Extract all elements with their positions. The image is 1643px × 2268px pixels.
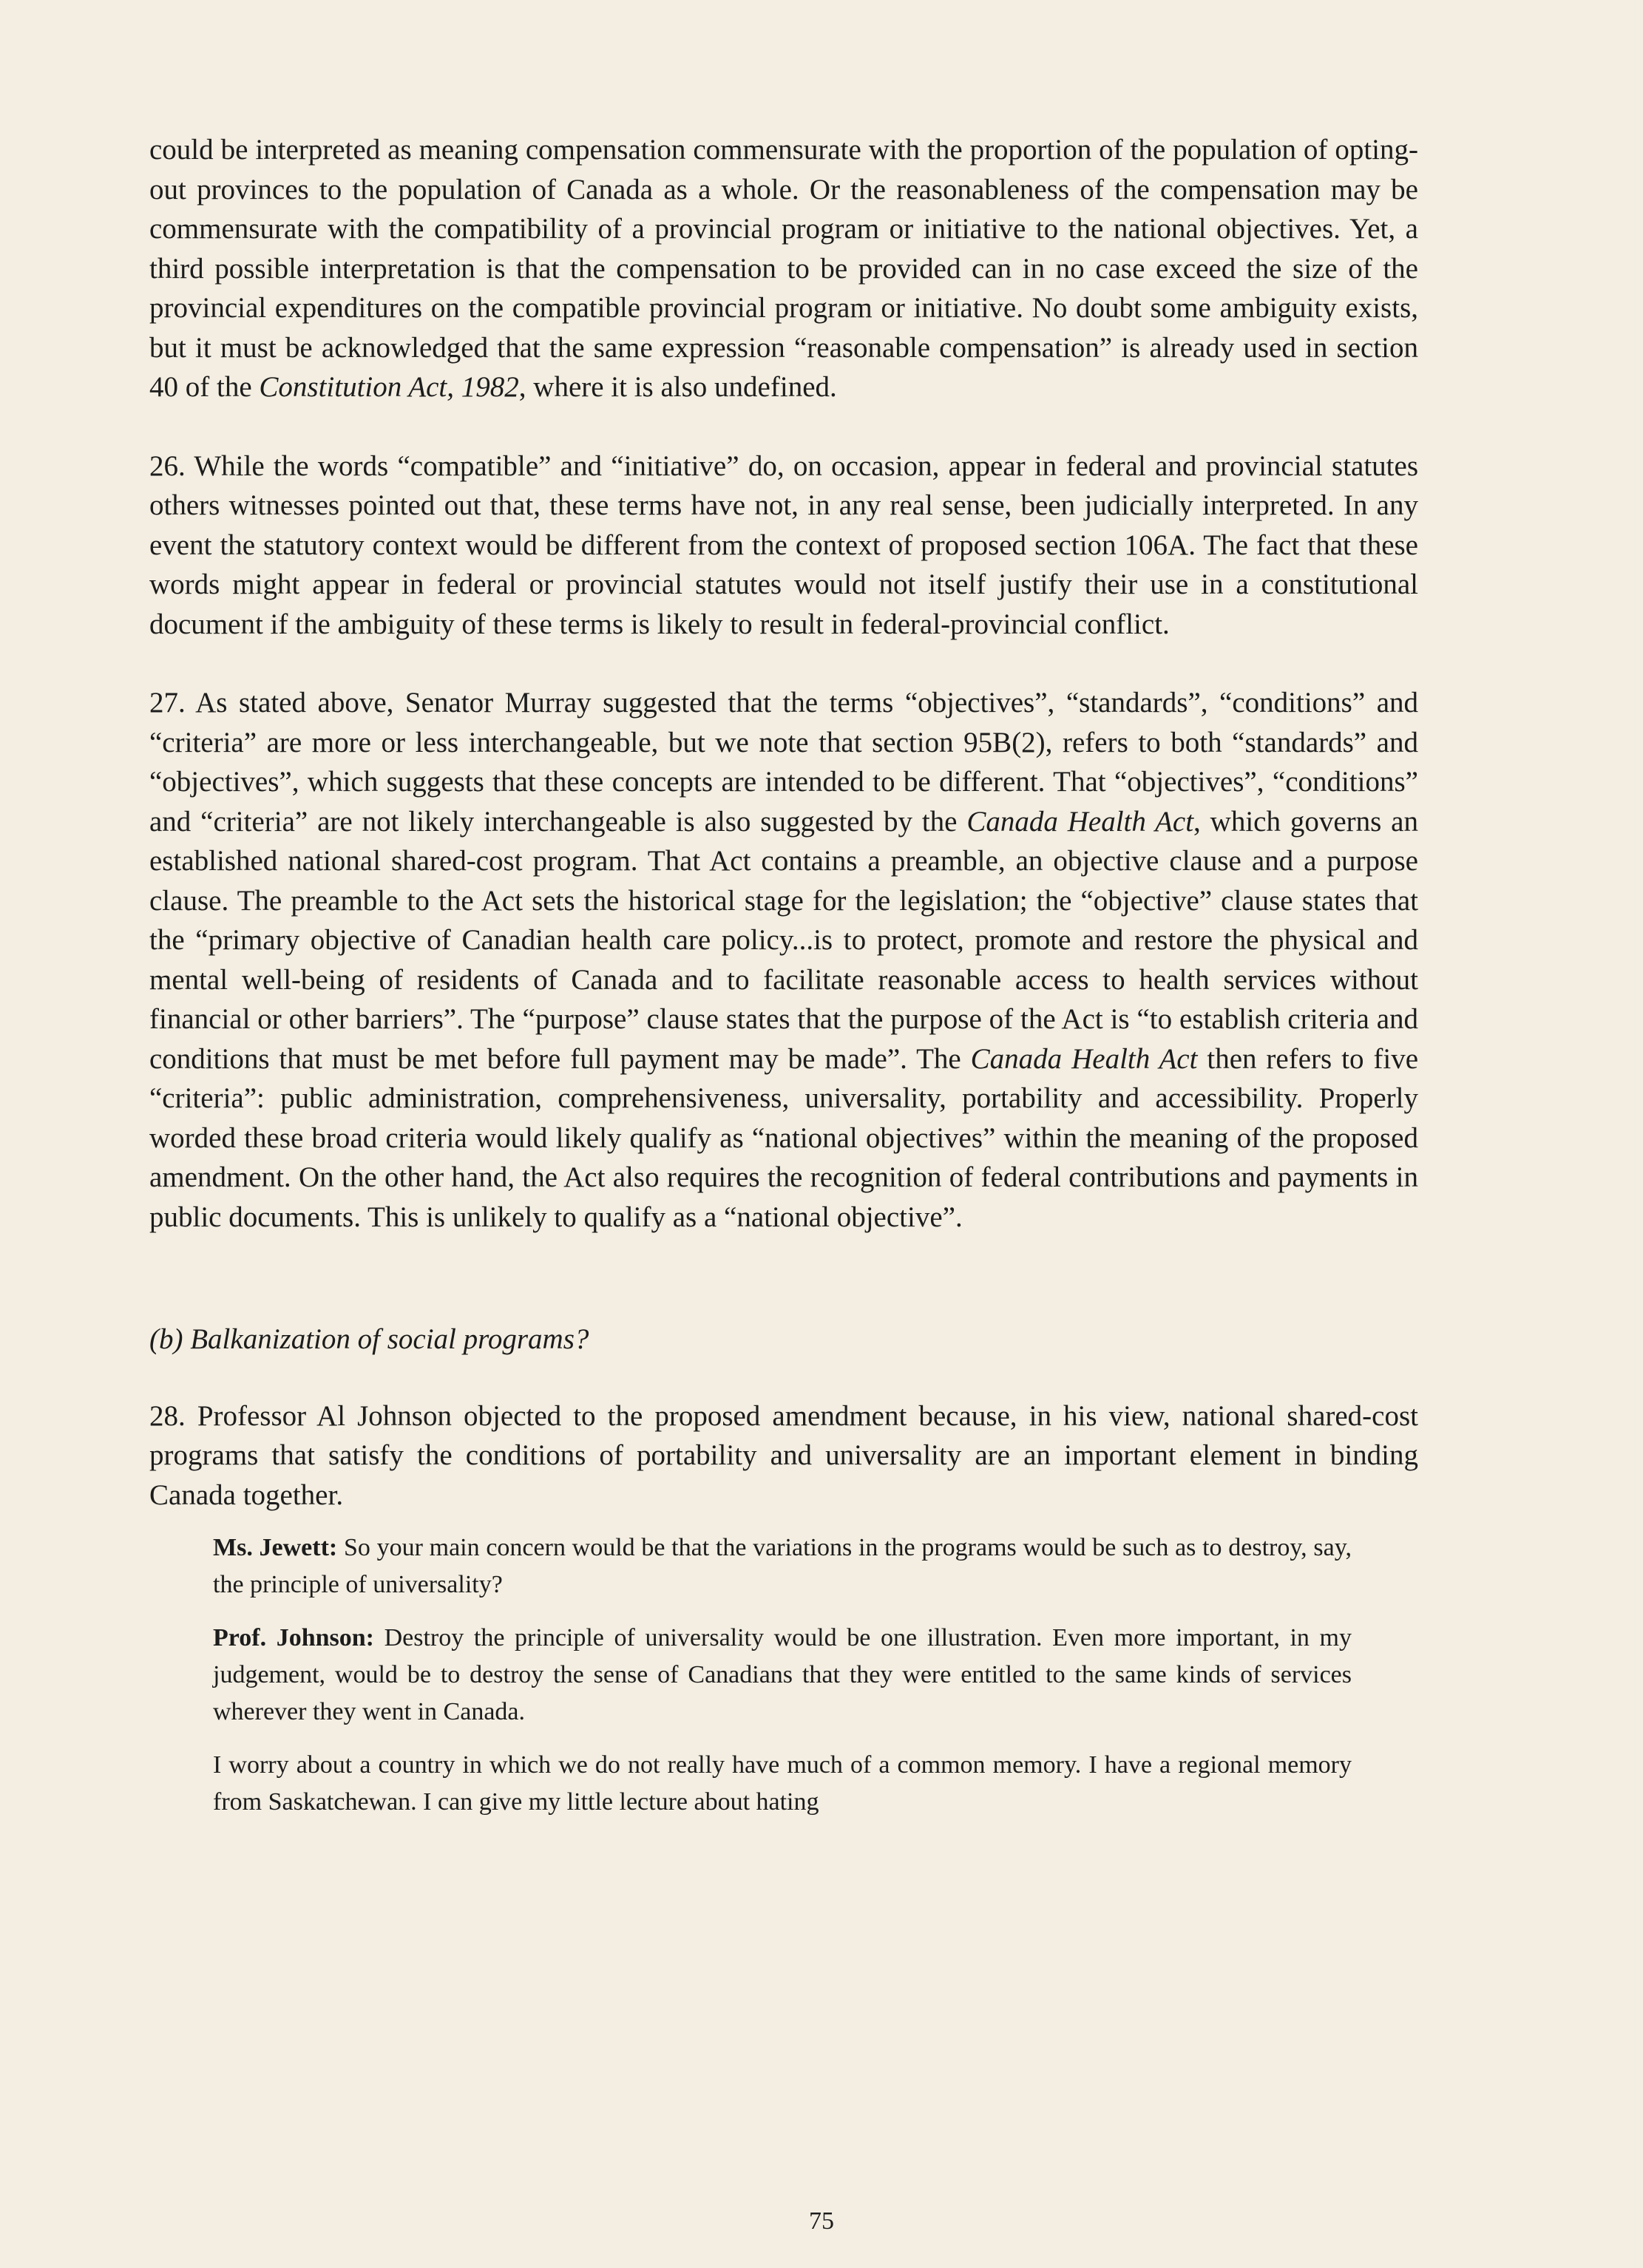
paragraph-text: could be interpreted as meaning compensation commensurate with the proportion of the population of opting-out provinces to the population of Canada as a whole. Or the reasonableness of the compensation may be commensurate with the compatibility of a provincial program or initiative to the national objectives. Yet, a third possible interpretation is that the compensation to be provided can in no case exceed the size of the provincial expenditures on the compatible provincial program or initiative. No doubt some ambiguity exists, but it must be acknowledged that the same expression “reasonable compensation” is already used in section 40 of the xyxy=(149,134,1418,403)
quote-johnson xyxy=(213,1620,1352,1731)
act-title: Canada Health Act xyxy=(970,1042,1198,1075)
act-title: Constitution Act, 1982 xyxy=(259,371,519,403)
page-body xyxy=(149,130,1418,1837)
paragraph-text: 27. As stated above, Senator Murray suggested that the terms “objectives”, “standards”, “conditions” and “criteria” are more or less interchangeable, but we note that section 95B(2), refers to both “standards” and “objectives”, which suggests that these concepts are intended to be different. That “objectives”, “conditions” and “criteria” are not likely interchangeable is also suggested by the xyxy=(149,687,1418,838)
quote-jewett xyxy=(213,1529,1352,1603)
speaker-name: Prof. Johnson: xyxy=(213,1624,374,1651)
paragraph-26: 26. While the words “compatible” and “initiative” do, on occasion, appear in federal and provincial statutes others witnesses pointed out that, these terms have not, in any real sense, been judicially interpreted. In any event the statutory context would be different from the context of proposed section 106A. The fact that these words might appear in federal or provincial statutes would not itself justify their use in a constitutional document if the ambiguity of these terms is likely to result in federal-provincial conflict. xyxy=(149,449,1418,640)
section-heading-b: (b) Balkanization of social programs? xyxy=(149,1323,589,1355)
paragraph-text: , which governs an established national shared-cost program. That Act contains a preamble, an objective clause and a purpose clause. The preamble to the Act sets the historical stage for the legislation; the “objective” clause states that the “primary objective of Canadian health care policy...is to protect, promote and restore the physical and mental well-being of residents of Canada and to facilitate reasonable access to health services without financial or other barriers”. The “purpose” clause states that the purpose of the Act is “to establish criteria and conditions that must be met before full payment may be made”. The xyxy=(149,805,1418,1075)
paragraph-text: then refers to five “criteria”: public administration, comprehensiveness, universality, portability and accessibility. Properly worded these broad criteria would likely qualify as “national objectives” within the meaning of the proposed amendment. On the other hand, the Act also requires the recognition of federal contributions and payments in public documents. This is unlikely to qualify as a “national objective”. xyxy=(149,1042,1419,1233)
quote-johnson-continued: I worry about a country in which we do not really have much of a common memory. I have a regional memory from Saskatchewan. I can give my little lecture about hating xyxy=(213,1751,1352,1816)
paragraph-28: 28. Professor Al Johnson objected to the proposed amendment because, in his view, national shared-cost programs that satisfy the conditions of portability and universality are an important element in binding Canada together. xyxy=(149,1399,1418,1511)
paragraph-27 xyxy=(149,683,1418,1237)
quote-text: So your main concern would be that the variations in the programs would be such as to destroy, say, the principle of universality? xyxy=(213,1534,1352,1598)
paragraph-25-continued xyxy=(149,130,1418,407)
paragraph-text: , where it is also undefined. xyxy=(518,371,837,403)
act-title: Canada Health Act xyxy=(966,805,1194,838)
page-number: 75 xyxy=(809,2207,834,2235)
quote-text: Destroy the principle of universality would be one illustration. Even more important, in my judgement, would be to destroy the sense of Canadians that they were entitled to the same kinds of services wherever they went in Canada. xyxy=(213,1624,1352,1725)
testimony-quote xyxy=(213,1529,1352,1821)
speaker-name: Ms. Jewett: xyxy=(213,1534,338,1561)
